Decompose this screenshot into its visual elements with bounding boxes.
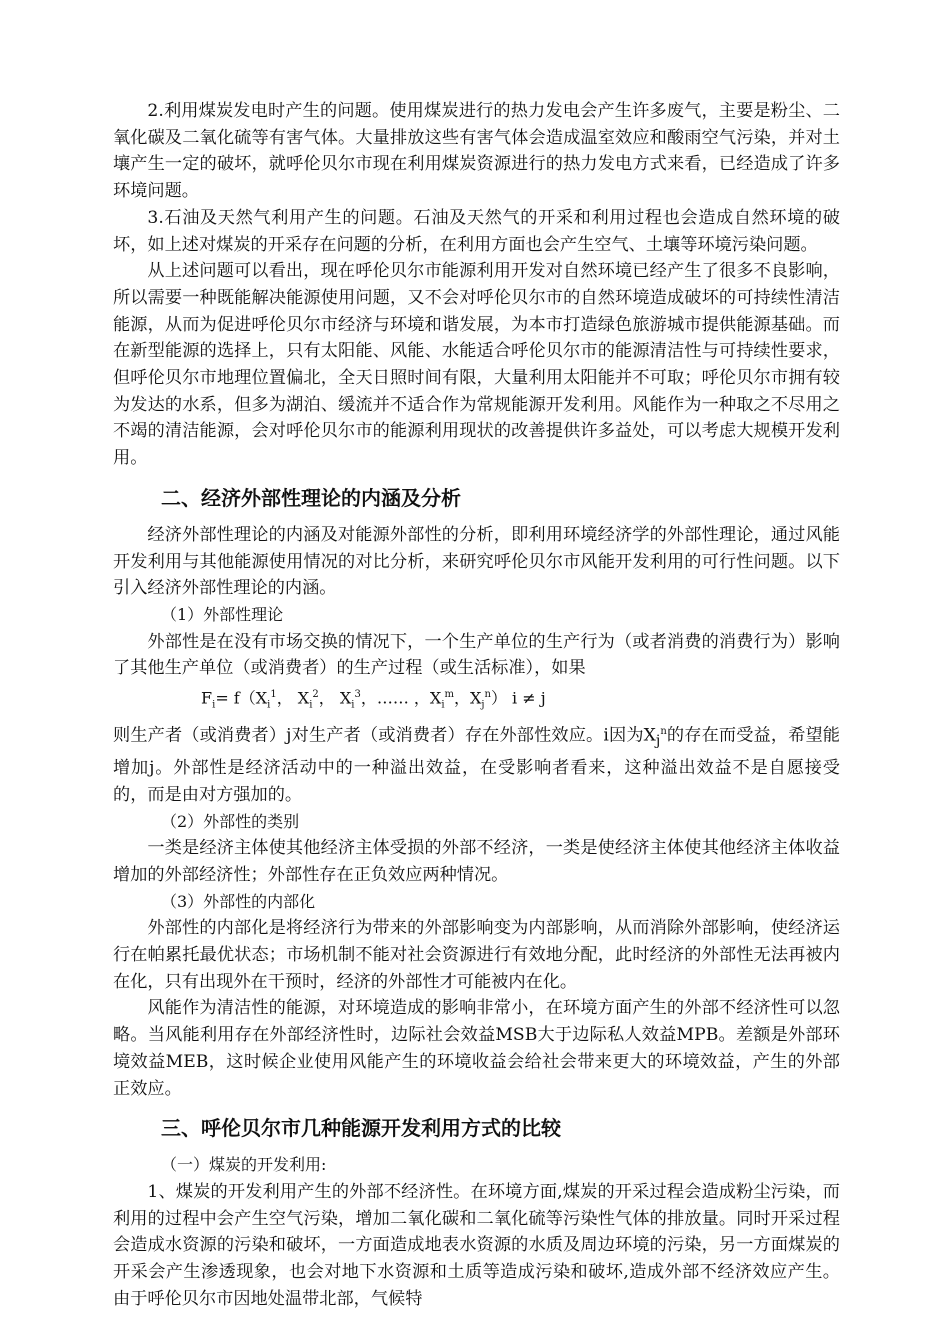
paragraph-section2-intro: 经济外部性理论的内涵及对能源外部性的分析，即利用环境经济学的外部性理论，通过风能开发利用与其他能源使用情况的对比分析，来研究呼伦贝尔市风能开发利用的可行性问题。以下引入经济外部性理论的内涵。	[113, 524, 840, 599]
subheading-internalization: （3）外部性的内部化	[161, 891, 316, 911]
paragraph-summary: 从上述问题可以看出，现在呼伦贝尔市能源利用开发对自然环境已经产生了很多不良影响，所以需要一种既能解决能源使用问题，又不会对呼伦贝尔市的自然环境造成破坏的可持续性清洁能源，从而为促进呼伦贝尔市经济与环境和谐发展，为本市打造绿色旅游城市提供能源基础。而在新型能源的选择上，只有太阳能、风能、水能适合呼伦贝尔市的能源清洁性与可持续性要求，但呼伦贝尔市地理位置偏北，全天日照时间有限，大量利用太阳能并不可取；呼伦贝尔市拥有较为发达的水系，但多为湖泊、缓流并不适合作为常规能源开发利用。风能作为一种取之不尽用之不竭的清洁能源，会对呼伦贝尔市的能源利用现状的改善提供许多益处，可以考虑大规模开发利用。	[113, 261, 840, 469]
paragraph-externality-types: 一类是经济主体使其他经济主体受损的外部不经济，一类是使经济主体使其他经济主体收益增加的外部经济性；外部性存在正负效应两种情况。	[113, 838, 840, 885]
paragraph-coal-power: 2.利用煤炭发电时产生的问题。使用煤炭进行的热力发电会产生许多废气，主要是粉尘、二氧化碳及二氧化硫等有害气体。大量排放这些有害气体会造成温室效应和酸雨空气污染，并对土壤产生一定的破坏，就呼伦贝尔市现在利用煤炭资源进行的热力发电方式来看，已经造成了许多环境问题。	[113, 101, 840, 202]
paragraph-externality-definition: 外部性是在没有市场交换的情况下，一个生产单位的生产行为（或者消费的消费行为）影响了其他生产单位（或消费者）的生产过程（或生活标准），如果	[113, 631, 840, 679]
section-heading-2: 二、经济外部性理论的内涵及分析	[161, 485, 461, 510]
paragraph-internalization: 外部性的内部化是将经济行为带来的外部影响变为内部影响，从而消除外部影响，使经济运行在帕累托最优状态；市场机制不能对社会资源进行有效地分配，此时经济的外部性无法再被内在化，只有出现外在干预时，经济的外部性才可能被内在化。	[113, 918, 840, 992]
paragraph-externality-effect: 则生产者（或消费者）j对生产者（或消费者）存在外部性效应。i因为$X_j^n$的存在而受益，希望能增加j。外部性是经济活动中的一种溢出效益，在受影响者看来，这种溢出效益不是自愿接受的，而是由对方强加的。	[113, 726, 840, 805]
subheading-externality-theory: （1）外部性理论	[161, 604, 284, 624]
externality-formula: $F_i= f(X_i^1$， $X_i^2$， $X_i^3$，…… ，$X_i^m$，$X_j^n$） i ≠ j	[201, 688, 546, 711]
paragraph-oil-gas: 3.石油及天然气利用产生的问题。石油及天然气的开采和利用过程也会造成自然环境的破坏，如上述对煤炭的开采存在问题的分析，在利用方面也会产生空气、土壤等环境污染问题。	[113, 207, 840, 255]
document-page	[113, 98, 840, 1313]
paragraph-coal-externality: 1、煤炭的开发利用产生的外部不经济性。在环境方面,煤炭的开采过程会造成粉尘污染，而利用的过程中会产生空气污染，增加二氧化碳和二氧化硫等污染性气体的排放量。同时开采过程会造成水资源的污染和破坏，一方面造成地表水资源的水质及周边环境的污染，另一方面煤炭的开采会产生渗透现象，也会对地下水资源和土质等造成污染和破坏,造成外部不经济效应产生。由于呼伦贝尔市因地处温带北部，气候特	[113, 1182, 840, 1309]
subheading-coal: （一）煤炭的开发利用:	[161, 1155, 327, 1175]
section-heading-3: 三、呼伦贝尔市几种能源开发利用方式的比较	[161, 1116, 561, 1141]
subheading-externality-types: （2）外部性的类别	[161, 811, 300, 831]
paragraph-wind-energy: 风能作为清洁性的能源，对环境造成的影响非常小，在环境方面产生的外部不经济性可以忽略。当风能利用存在外部经济性时，边际社会效益MSB大于边际私人效益MPB。差额是外部环境效益MEB，这时候企业使用风能产生的环境收益会给社会带来更大的环境效益，产生的外部正效应。	[113, 998, 840, 1099]
